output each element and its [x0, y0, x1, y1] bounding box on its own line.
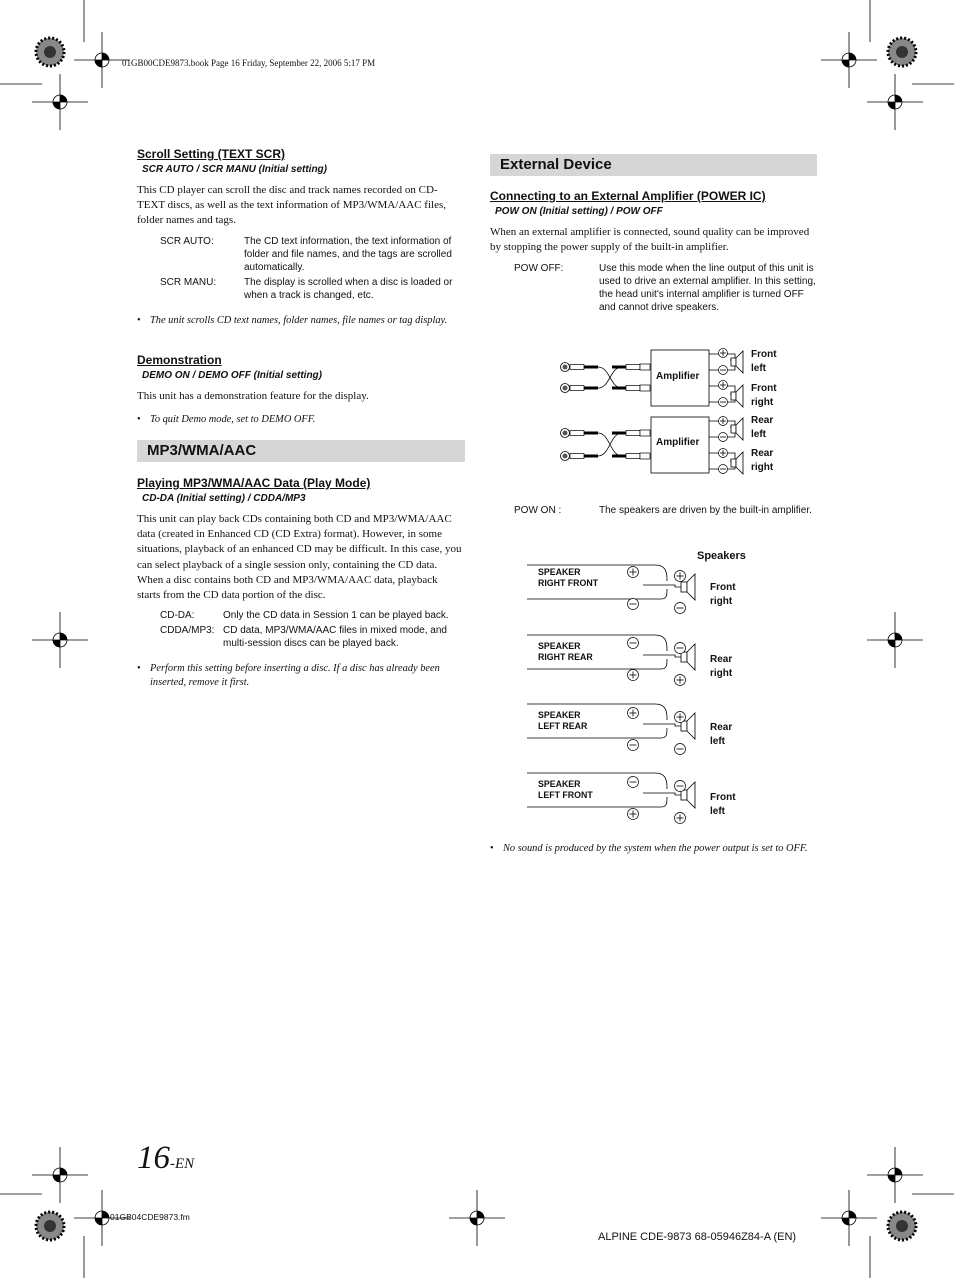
model-code: ALPINE CDE-9873 68-05946Z84-A (EN): [598, 1231, 797, 1243]
play-mode-title: Playing MP3/WMA/AAC Data (Play Mode): [137, 476, 371, 490]
bullet-icon: •: [137, 663, 141, 674]
star-target-icon: [888, 1212, 916, 1240]
scroll-setting-body: This CD player can scroll the disc and track names recorded on CD-TEXT discs, as well as the text information of MP3/WMA/AAC files, folder names and tags.: [137, 184, 446, 227]
external-amp-subtitle: POW ON (Initial setting) / POW OFF: [495, 206, 663, 217]
note: • The unit scrolls CD text names, folder names, file names or tag display.: [137, 315, 448, 326]
star-target-icon: [36, 38, 64, 66]
def-desc: Use this mode when the line output of this unit is used to drive an external amplifier. In this setting, the head unit's internal amplifier is turned OFF and cannot drive speakers.: [599, 263, 816, 313]
play-mode-body: This unit can play back CDs containing both CD and MP3/WMA/AAC data (created in Enhanced CD (CD Extra) format). However, in some situations, playback of an enhanced CD may be difficult. In this case, you can select playback of a single session only, containing the CD data. When a disc contains both CD and MP3/WMA/AAC data, playback starts from the CD data portion of the disc.: [137, 513, 462, 602]
wire-label: SPEAKER RIGHT FRONT: [538, 567, 599, 588]
def-term: POW OFF:: [514, 263, 564, 274]
def-desc: The display is scrolled when a disc is loaded or when a track is changed, etc.: [244, 277, 453, 301]
wire-label: SPEAKER RIGHT REAR: [538, 641, 593, 662]
speaker-label: Front left: [751, 349, 777, 374]
demonstration-subtitle: DEMO ON / DEMO OFF (Initial setting): [142, 370, 322, 381]
def-desc: The CD text information, the text information of folder and file names, and the tags are scrolled automatically.: [244, 236, 452, 273]
book-info-header: 01GB00CDE9873.book Page 16 Friday, September 22, 2006 5:17 PM: [122, 58, 376, 68]
star-target-icon: [888, 38, 916, 66]
def-desc: Only the CD data in Session 1 can be played back.: [223, 610, 449, 621]
external-amp-title: Connecting to an External Amplifier (POWER IC): [490, 189, 766, 203]
def-desc: The speakers are driven by the built-in amplifier.: [599, 505, 812, 516]
demonstration-title: Demonstration: [137, 353, 222, 367]
speaker-label: Rear left: [710, 722, 733, 747]
bullet-icon: •: [490, 843, 494, 854]
note: • To quit Demo mode, set to DEMO OFF.: [137, 414, 316, 425]
amplifier-label: Amplifier: [656, 371, 700, 382]
play-mode-subtitle: CD-DA (Initial setting) / CDDA/MP3: [142, 493, 306, 504]
wire-label: SPEAKER LEFT REAR: [538, 710, 588, 731]
scroll-setting-title: Scroll Setting (TEXT SCR): [137, 147, 286, 161]
def-term: CD-DA:: [160, 610, 195, 621]
speaker-label: Front right: [751, 383, 777, 408]
wire-label: SPEAKER LEFT FRONT: [538, 779, 593, 800]
def-term: CDDA/MP3:: [160, 625, 215, 636]
section-bar-mp3: MP3/WMA/AAC: [137, 440, 465, 462]
def-desc: CD data, MP3/WMA/AAC files in mixed mode, and multi-session discs can be played back.: [223, 625, 447, 649]
amplifier-label: Amplifier: [656, 437, 700, 448]
bullet-icon: •: [137, 315, 141, 326]
def-term: SCR MANU:: [160, 277, 217, 288]
speaker-label: Front right: [710, 582, 736, 607]
demonstration-body: This unit has a demonstration feature for the display.: [137, 390, 369, 402]
note: • Perform this setting before inserting a disc. If a disc has already been inserted, remove it first.: [137, 663, 440, 688]
speaker-label: Rear right: [710, 654, 733, 679]
page-number: 16-EN: [137, 1140, 195, 1176]
file-name: 01GB04CDE9873.fm: [110, 1212, 190, 1222]
scroll-setting-subtitle: SCR AUTO / SCR MANU (Initial setting): [142, 164, 327, 175]
external-amp-body: When an external amplifier is connected, sound quality can be improved by stopping the power supply of the built-in amplifier.: [490, 226, 810, 254]
speakers-heading: Speakers: [697, 550, 746, 562]
speaker-label: Rear right: [751, 448, 774, 473]
speaker-label: Front left: [710, 792, 736, 817]
def-term: POW ON :: [514, 505, 562, 516]
section-bar-external-device: External Device: [490, 154, 817, 176]
speaker-label: Rear left: [751, 415, 774, 440]
note: • No sound is produced by the system when the power output is set to OFF.: [490, 843, 808, 854]
def-term: SCR AUTO:: [160, 236, 214, 247]
bullet-icon: •: [137, 414, 141, 425]
star-target-icon: [36, 1212, 64, 1240]
